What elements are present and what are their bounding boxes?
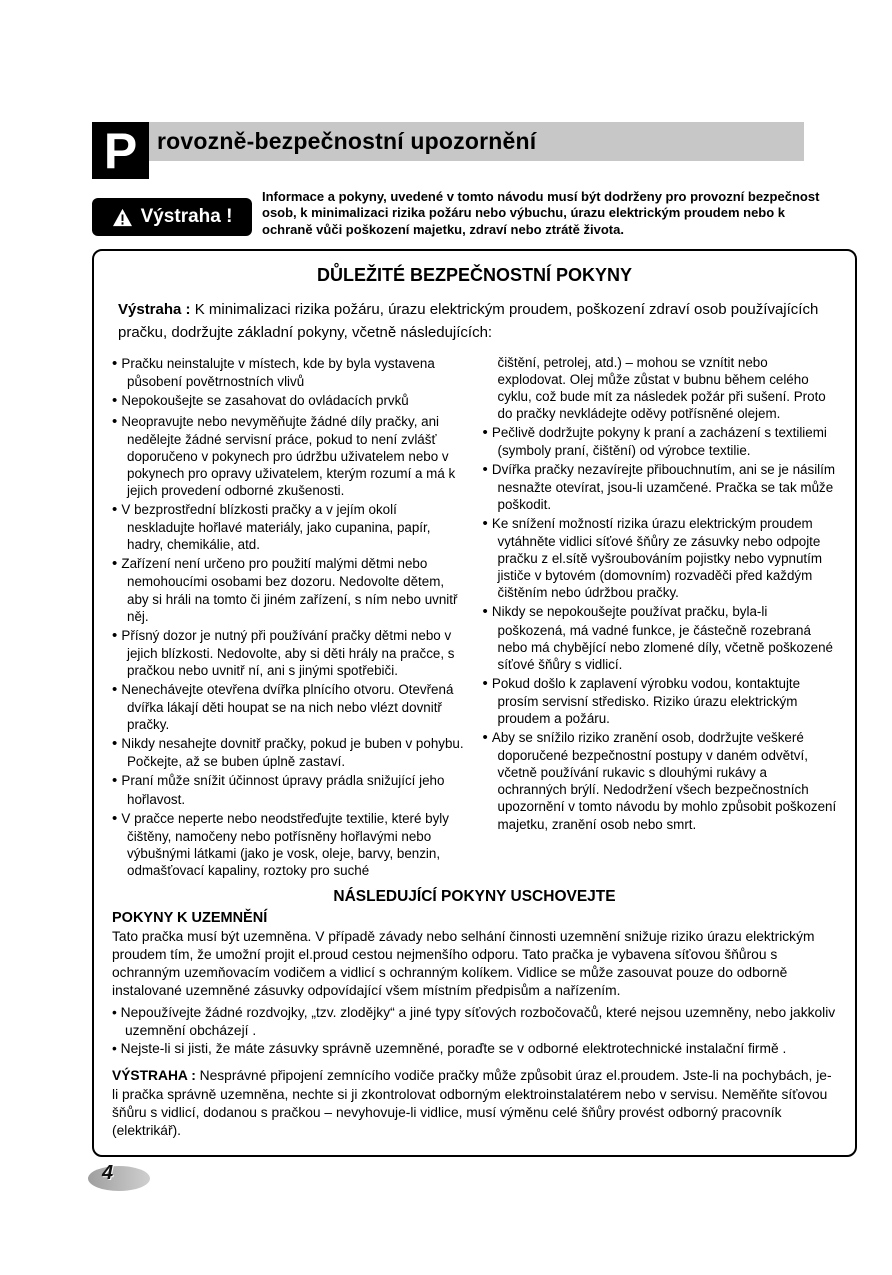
page-number-shape <box>88 1166 150 1191</box>
bullet-item: • Nenechávejte otevřena dvířka plnícího otvoru. Otevřená dvířka lákají děti houpat se na nich nebo vlézt dovnitř pračky. <box>112 680 467 733</box>
safety-intro <box>118 298 833 345</box>
page-content <box>92 122 857 1157</box>
safety-columns <box>112 354 837 880</box>
bullet-item: • Pokud došlo k zaplavení výrobku vodou, kontaktujte prosím servisní středisko. Riziko úrazu elektrickým proudem a požáru. <box>483 674 838 727</box>
bullet-item: • Nikdy nesahejte dovnitř pračky, pokud je buben v pohybu. Počkejte, až se buben úplně zastaví. <box>112 734 467 770</box>
safety-left-column <box>112 354 467 880</box>
safety-right-continuation: čištění, petrolej, atd.) – mohou se vznítit nebo explodovat. Olej může zůstat v bubnu během celého cyklu, což bude mít za následek požár při sušení. Proto do pračky nevkládejte oděvy potřísněné olejem. <box>497 355 826 422</box>
grounding-bullet-list <box>112 1004 837 1058</box>
bullet-item: • Nikdy se nepokoušejte používat pračku, byla-li poškozená, má vadné funkce, je částečně rozebraná nebo má chybějící nebo zlomené díly, včetně poškozené síťové šňůry s vidlicí. <box>483 602 838 672</box>
warning-badge <box>92 198 252 236</box>
page-footer <box>88 1162 168 1196</box>
bullet-item: • Nepokoušejte se zasahovat do ovládacích prvků <box>112 391 467 410</box>
safety-instructions-box <box>92 249 857 1157</box>
bullet-item: • Pečlivě dodržujte pokyny k praní a zacházení s textiliemi (symboly praní, čištění) od výrobce textilie. <box>483 423 838 459</box>
page-title: rovozně-bezpečnostní upozornění <box>149 122 804 161</box>
warning-banner-text: Informace a pokyny, uvedené v tomto návodu musí být dodrženy pro provozní bezpečnost osob, k minimalizaci rizika požáru nebo výbuchu, úrazu elektrickým proudem nebo k ochraně vůči poškození majetku, zdraví nebo ztrátě života. <box>262 189 820 237</box>
grounding-warning-text: Nesprávné připojení zemnícího vodiče pračky může způsobit úraz el.proudem. Jste-li na pochybách, je-li pračka správně uzemněna, nechte si ji zkontrolovat odborným elektroinstalatérem nebo v servisu. Neměňte síťovou šňůru s vidlicí, dodanou s pračkou – nevyhovuje-li vidlice, musí výměnu celé šňůry provést odborný pracovník (elektrikář). <box>112 1068 832 1139</box>
bullet-item: • Praní může snížit účinnost úpravy prádla snižující jeho hořlavost. <box>112 771 467 807</box>
warning-banner <box>92 187 857 238</box>
safety-right-bullet-list <box>483 423 838 833</box>
bullet-item: • Nejste-li si jisti, že máte zásuvky správně uzemněné, poraďte se v odborné elektrotechnické instalační firmě . <box>112 1040 837 1058</box>
safety-box-title: DŮLEŽITÉ BEZPEČNOSTNÍ POKYNY <box>316 264 633 285</box>
bullet-item: • Neopravujte nebo nevyměňujte žádné díly pračky, ani nedělejte žádné servisní práce, pokud to není zvlášť doporučeno v pokynech pro údržbu uživatelem nebo v pokynech pro opravy uživatelem, kterým rozumí a má k jejich provedení odborné zkušenosti. <box>112 412 467 499</box>
safety-intro-label: Výstraha : <box>118 300 195 318</box>
safety-right-column <box>483 354 838 880</box>
grounding-heading: POKYNY K UZEMNĚNÍ <box>112 909 268 926</box>
page-header <box>92 122 857 179</box>
bullet-item: • Ke snížení možností rizika úrazu elektrickým proudem vytáhněte vidlici síťové šňůry ze zásuvky nebo odpojte pračku z el.sítě vyšroubováním pojistky nebo vypnutím jističe v bytovém (domovním) rozvaděči před každým čištěním nebo údržbou pračky. <box>483 514 838 601</box>
grounding-paragraph: Tato pračka musí být uzemněna. V případě závady nebo selhání činnosti uzemnění snižuje riziko úrazu elektrickým proudem tím, že umožní projit el.proud cestou nejmenšího odporu. Tato pračka je vybavena síťovou šňůrou s ochranným uzemňovacím vodičem a vidlicí s ochranným kolíkem. Vidlice se může zasouvat pouze do odborně instalované uzemněné zásuvky odpovídající všem místním předpisům a nařízením. <box>112 928 815 998</box>
bullet-item: • Dvířka pračky nezavírejte přibouchnutím, ani se je násilím nesnažte otevírat, jsou-li uzamčené. Pračka se tak může poškodit. <box>483 460 838 513</box>
bullet-item: • Zařízení není určeno pro použití malými dětmi nebo nemohoucími osobami bez dozoru. Nedovolte dětem, aby si hráli na tomto či jiném zařízení, s ním nebo uvnitř něj. <box>112 554 467 624</box>
bullet-item: • V bezprostřední blízkosti pračky a v jejím okolí neskladujte hořlavé materiály, jako cupanina, papír, hadry, chemikálie, atd. <box>112 500 467 553</box>
grounding-warning <box>112 1067 837 1140</box>
warning-triangle-icon <box>112 208 133 227</box>
header-dropcap-letter: P <box>92 122 149 179</box>
bullet-item: • Aby se snížilo riziko zranění osob, dodržujte veškeré doporučené bezpečnostní postupy v daném odvětví, včetně používání rukavic s dlouhými rukávy a ochranných brýlí. Nedodržení všech bezpečnostních upozornění v tomto návodu by mohlo způsobit poškození majetku, zranění osob nebo smrt. <box>483 728 838 833</box>
bullet-item: • V pračce neperte nebo neodstřeďujte textilie, které byly čištěny, namočeny nebo potřísněny hořlavými nebo výbušnými látkami (jako je vosk, oleje, barvy, benzin, odmašťovací kapaliny, roztoky pro suché <box>112 809 467 879</box>
bullet-item: • Nepoužívejte žádné rozdvojky, „tzv. zlodějky“ a jiné typy síťových rozbočovačů, které nejsou uzemněny, nebo jakkoliv uzemnění obcházejí . <box>112 1004 837 1040</box>
keep-instructions-heading: NÁSLEDUJÍCÍ POKYNY USCHOVEJTE <box>333 887 616 905</box>
page-number: 4 <box>102 1162 114 1184</box>
safety-left-bullet-list <box>112 354 467 879</box>
warning-badge-label: Výstraha ! <box>140 206 233 227</box>
grounding-warning-label: VÝSTRAHA : <box>112 1068 200 1084</box>
bullet-item: • Pračku neinstalujte v místech, kde by byla vystavena působení povětrnostních vlivů <box>112 354 467 390</box>
bullet-item: • Přísný dozor je nutný při používání pračky dětmi nebo v jejich blízkosti. Nedovolte, aby si děti hrály na pračce, s pračkou nebo uvnitř ní, ani s jinými spotřebiči. <box>112 626 467 679</box>
safety-intro-text: K minimalizaci rizika požáru, úrazu elektrickým proudem, poškození zdraví osob používajících pračku, dodržujte základní pokyny, včetně následujících: <box>118 300 819 341</box>
